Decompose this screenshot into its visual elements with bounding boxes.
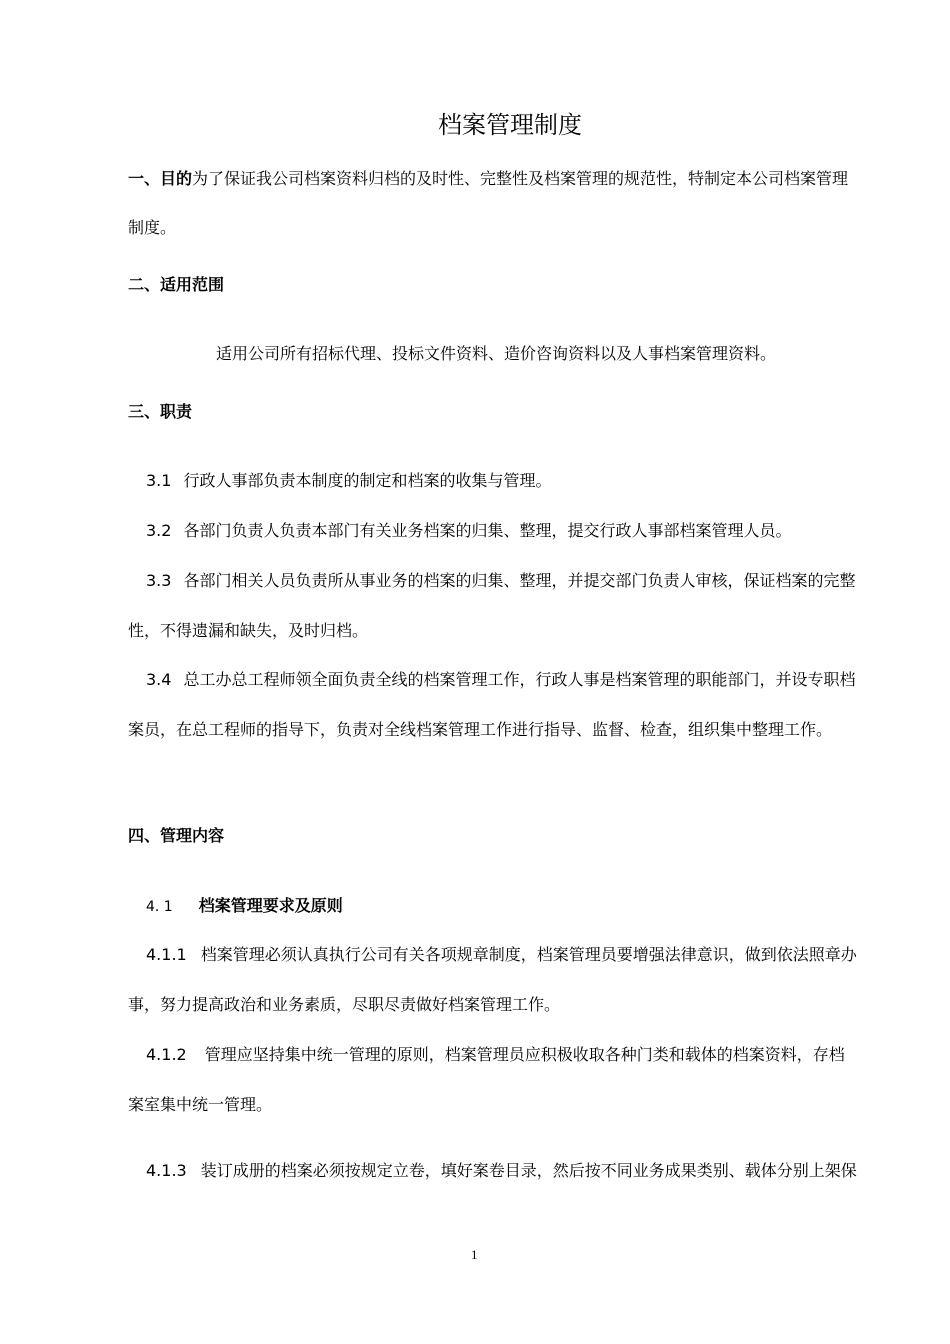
item-number: 3.2 [146, 521, 172, 540]
item-number: 3.3 [146, 571, 172, 590]
item-text: 各部门负责人负责本部门有关业务档案的归集、整理，提交行政人事部档案管理人员。 [183, 521, 792, 540]
item-text: 各部门相关人员负责所从事业务的档案的归集、整理，并提交部门负责人审核，保证档案的完整 [183, 571, 856, 590]
item-text: 管理应坚持集中统一管理的原则，档案管理员应积极收取各种门类和载体的档案资料，存档 [204, 1045, 845, 1064]
duty-item-3-2 [146, 521, 791, 541]
section-heading-management: 四、管理内容 [128, 826, 225, 845]
duty-item-3-3-continuation: 性，不得遗漏和缺失，及时归档。 [128, 621, 369, 640]
item-number: 3.1 [146, 471, 172, 490]
section-heading-purpose: 一、目的 [128, 169, 193, 188]
rule-item-4-1-1-continuation: 事，努力提高政治和业务素质，尽职尽责做好档案管理工作。 [128, 995, 561, 1014]
item-number: 3.4 [146, 670, 172, 689]
document-title: 档案管理制度 [438, 111, 582, 139]
purpose-text-line-2: 制度。 [128, 218, 177, 237]
subsection-4-1 [146, 896, 343, 917]
subsection-number: 4. 1 [146, 899, 173, 915]
item-number: 4.1.2 [146, 1045, 187, 1064]
item-text: 总工办总工程师领全面负责全线的档案管理工作，行政人事是档案管理的职能部门，并设专职档 [183, 670, 856, 689]
section-heading-duties: 三、职责 [128, 402, 193, 421]
item-text: 行政人事部负责本制度的制定和档案的收集与管理。 [183, 471, 552, 490]
item-text: 档案管理必须认真执行公司有关各项规章制度，档案管理员要增强法律意识，做到依法照章办 [200, 945, 857, 964]
rule-item-4-1-2 [146, 1045, 845, 1065]
rule-item-4-1-3 [146, 1161, 857, 1181]
rule-item-4-1-1 [146, 945, 857, 965]
page-number: 1 [471, 1247, 478, 1262]
rule-item-4-1-2-continuation: 案室集中统一管理。 [128, 1095, 273, 1114]
section-heading-scope: 二、适用范围 [128, 275, 225, 294]
item-text: 装订成册的档案必须按规定立卷，填好案卷目录，然后按不同业务成果类别、载体分别上架保 [200, 1161, 857, 1180]
item-number: 4.1.3 [146, 1161, 187, 1180]
subsection-title: 档案管理要求及原则 [198, 896, 343, 915]
scope-text: 适用公司所有招标代理、投标文件资料、造价咨询资料以及人事档案管理资料。 [216, 344, 777, 363]
duty-item-3-3 [146, 571, 855, 591]
item-number: 4.1.1 [146, 945, 187, 964]
duty-item-3-4-continuation: 案员，在总工程师的指导下，负责对全线档案管理工作进行指导、监督、检查，组织集中整理工作。 [128, 720, 833, 739]
duty-item-3-4 [146, 670, 855, 690]
section-purpose [128, 169, 848, 189]
duty-item-3-1 [146, 471, 551, 491]
purpose-text-line-1: 为了保证我公司档案资料归档的及时性、完整性及档案管理的规范性，特制定本公司档案管理 [192, 169, 849, 188]
